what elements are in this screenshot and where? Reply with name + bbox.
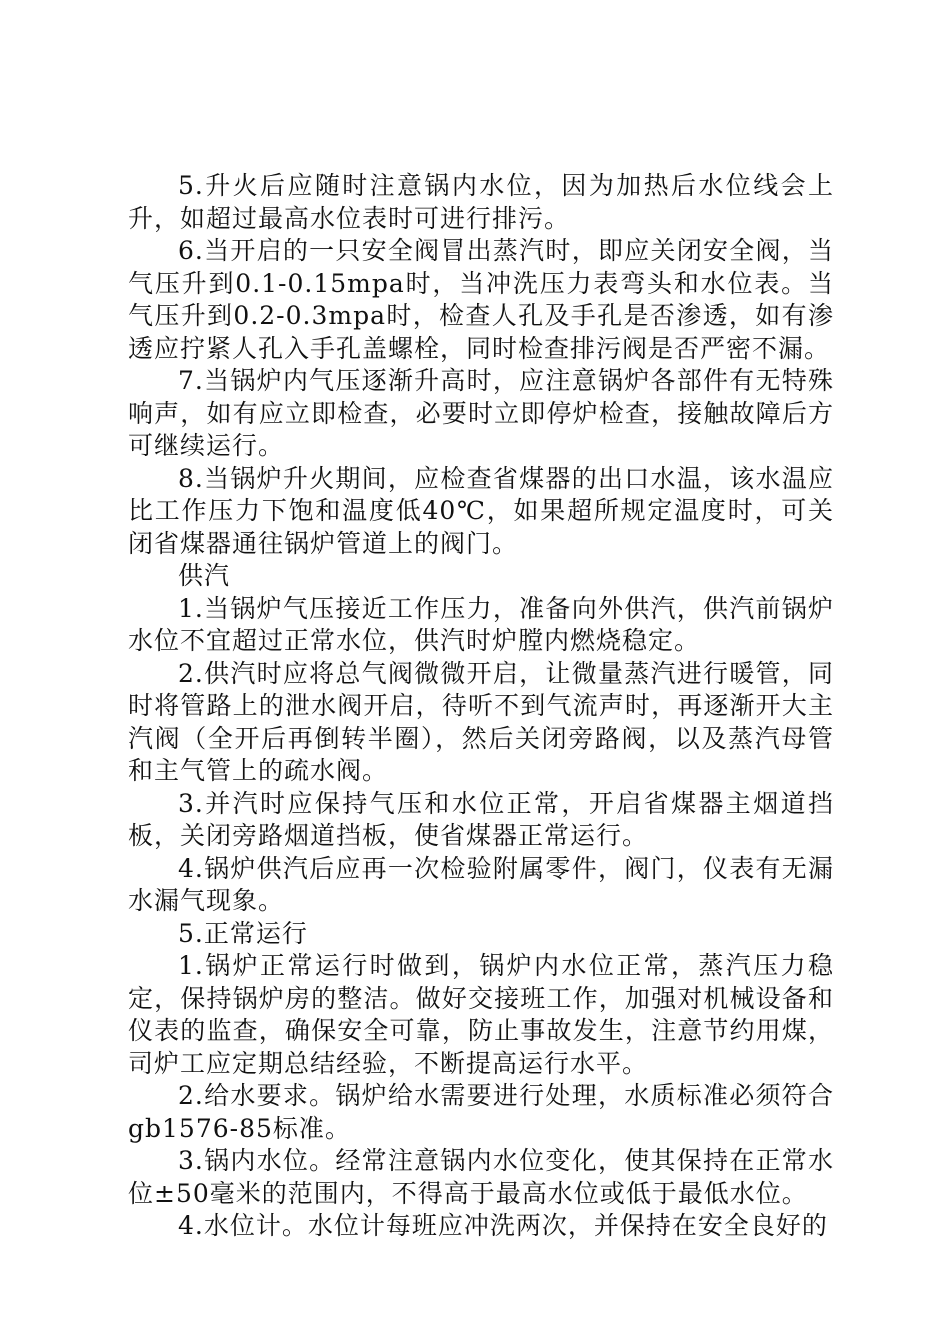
paragraph-item-8: 8.当锅炉升火期间，应检查省煤器的出口水温，该水温应比工作压力下饱和温度低40℃，如果超所规定温度时，可关闭省煤器通往锅炉管道上的阀门。: [128, 463, 834, 558]
operation-item-4: 4.水位计。水位计每班应冲洗两次，并保持在安全良好的: [178, 1211, 828, 1240]
section-heading-normal-operation: 5.正常运行: [178, 918, 308, 948]
paragraph-item-7: 7.当锅炉内气压逐渐升高时，应注意锅炉各部件有无特殊响声，如有应立即检查，必要时立即停炉检查，接触故障后方可继续运行。: [128, 366, 834, 460]
supply-item-3: 3.并汽时应保持气压和水位正常，开启省煤器主烟道挡板，关闭旁路烟道挡板，使省煤器正常运行。: [128, 788, 834, 850]
operation-item-2: 2.给水要求。锅炉给水需要进行处理，水质标准必须符合gb1576-85标准。: [128, 1081, 834, 1143]
operation-item-1: 1.锅炉正常运行时做到，锅炉内水位正常，蒸汽压力稳定，保持锅炉房的整洁。做好交接班工作，加强对机械设备和仪表的监查，确保安全可靠，防止事故发生，注意节约用煤，司炉工应定期总结经验，不断提高运行水平。: [128, 951, 834, 1078]
supply-item-1: 1.当锅炉气压接近工作压力，准备向外供汽，供汽前锅炉水位不宜超过正常水位，供汽时炉膛内燃烧稳定。: [128, 593, 834, 655]
paragraph-item-6: 6.当开启的一只安全阀冒出蒸汽时，即应关闭安全阀，当气压升到0.1-0.15mpa时，当冲洗压力表弯头和水位表。当气压升到0.2-0.3mpa时，检查人孔及手孔是否渗透，如有渗透应拧紧人孔入手孔盖螺栓，同时检查排污阀是否严密不漏。: [128, 236, 834, 363]
supply-item-4: 4.锅炉供汽后应再一次检验附属零件，阀门，仪表有无漏水漏气现象。: [128, 853, 834, 915]
supply-item-2: 2.供汽时应将总气阀微微开启，让微量蒸汽进行暖管，同时将管路上的泄水阀开启，待听不到气流声时，再逐渐开大主汽阀（全开后再倒转半圈），然后关闭旁路阀，以及蒸汽母管和主气管上的疏水阀。: [128, 658, 834, 785]
paragraph-item-5: 5.升火后应随时注意锅内水位，因为加热后水位线会上升，如超过最高水位表时可进行排污。: [128, 171, 834, 233]
document-body: [128, 170, 834, 1243]
operation-item-3: 3.锅内水位。经常注意锅内水位变化，使其保持在正常水位±50毫米的范围内，不得高于最高水位或低于最低水位。: [128, 1146, 834, 1208]
section-heading-supply: 供汽: [178, 561, 231, 590]
